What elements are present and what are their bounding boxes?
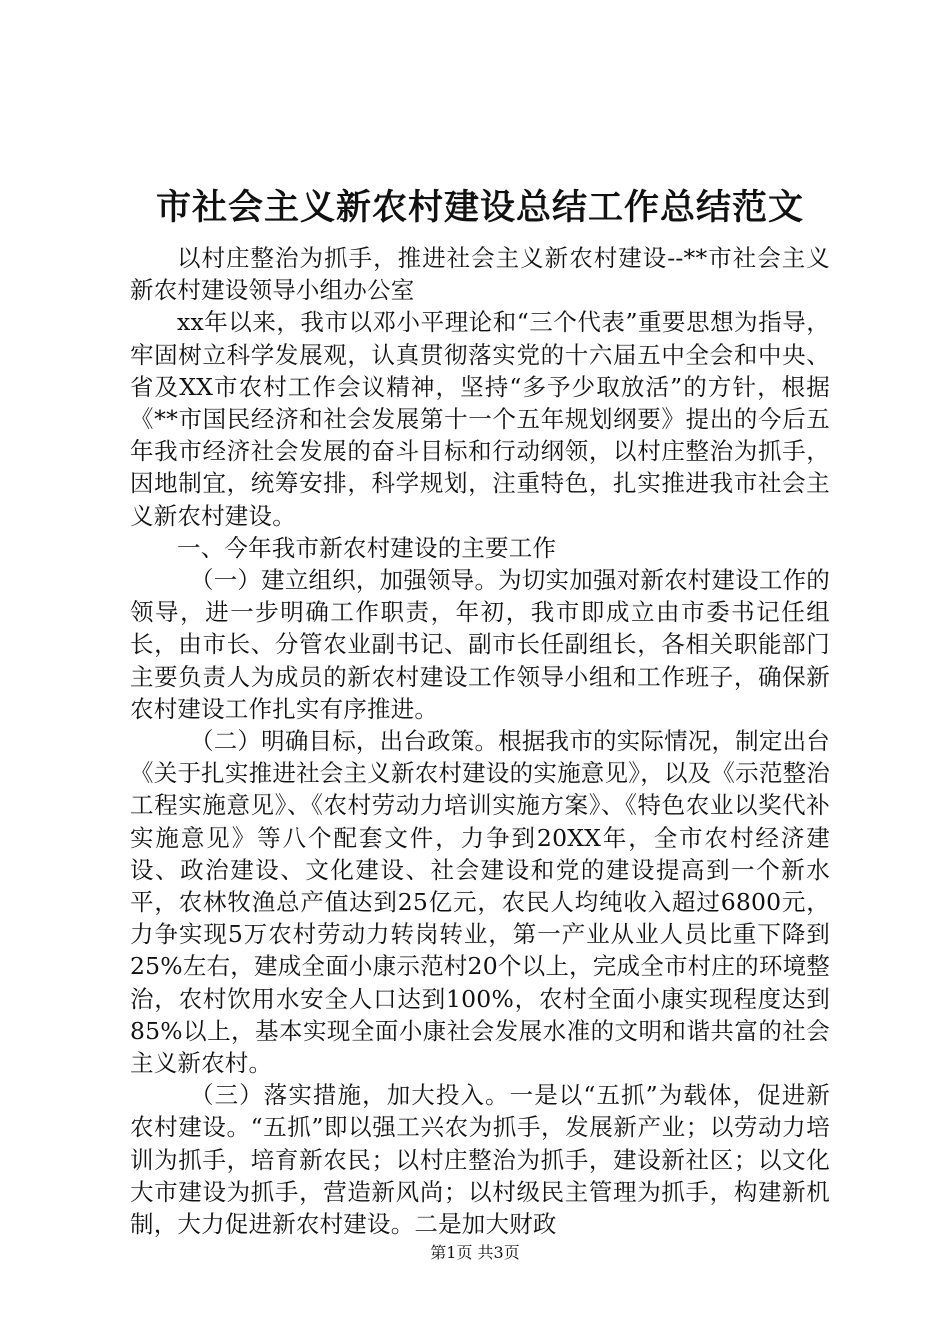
intro-paragraph: xx年以来，我市以邓小平理论和“三个代表”重要思想为指导，牢固树立科学发展观，认真贯彻落实党的十六届五中全会和中央、省及XX市农村工作会议精神，坚持“多予少取放活”的方针，根据《**市国民经济和社会发展第十一个五年规划纲要》提出的今后五年我市经济社会发展的奋斗目标和行动纲领，以村庄整治为抓手，因地制宜，统筹安排，科学规划，注重特色，扎实推进我市社会主义新农村建设。 xyxy=(130,308,830,530)
item-paragraph-2: （二）明确目标，出台政策。根据我市的实际情况，制定出台《关于扎实推进社会主义新农村建设的实施意见》，以及《示范整治工程实施意见》、《农村劳动力培训实施方案》、《特色农业以奖代补实施意见》等八个配套文件，力争到20XX年，全市农村经济建设、政治建设、文化建设、社会建设和党的建设提高到一个新水平，农林牧渔总产值达到25亿元，农民人均纯收入超过6800元，力争实现5万农村劳动力转岗转业，第一产业从业人员比重下降到25%左右，建成全面小康示范村20个以上，完成全市村庄的环境整治，农村饮用水安全人口达到100%，农村全面小康实现程度达到85%以上，基本实现全面小康社会发展水准的文明和谐共富的社会主义新农村。 xyxy=(130,727,830,1078)
page-footer: 第1页 共3页 xyxy=(430,1243,520,1262)
document-page xyxy=(130,178,830,1240)
item-paragraph-3: （三）落实措施，加大投入。一是以“五抓”为载体，促进新农村建设。“五抓”即以强工兴农为抓手，发展新产业；以劳动力培训为抓手，培育新农民；以村庄整治为抓手，建设新社区；以文化大市建设为抓手，营造新风尚；以村级民主管理为抓手，构建新机制，大力促进新农村建设。二是加大财政 xyxy=(130,1081,830,1239)
section-heading: 一、今年我市新农村建设的主要工作 xyxy=(177,533,557,562)
subtitle-paragraph: 以村庄整治为抓手，推进社会主义新农村建设--**市社会主义新农村建设领导小组办公室 xyxy=(130,244,830,305)
document-title: 市社会主义新农村建设总结工作总结范文 xyxy=(155,187,804,228)
item-paragraph-1: （一）建立组织，加强领导。为切实加强对新农村建设工作的领导，进一步明确工作职责，年初，我市即成立由市委书记任组长，由市长、分管农业副书记、副市长任副组长，各相关职能部门主要负责人为成员的新农村建设工作领导小组和工作班子，确保新农村建设工作扎实有序推进。 xyxy=(130,566,830,723)
